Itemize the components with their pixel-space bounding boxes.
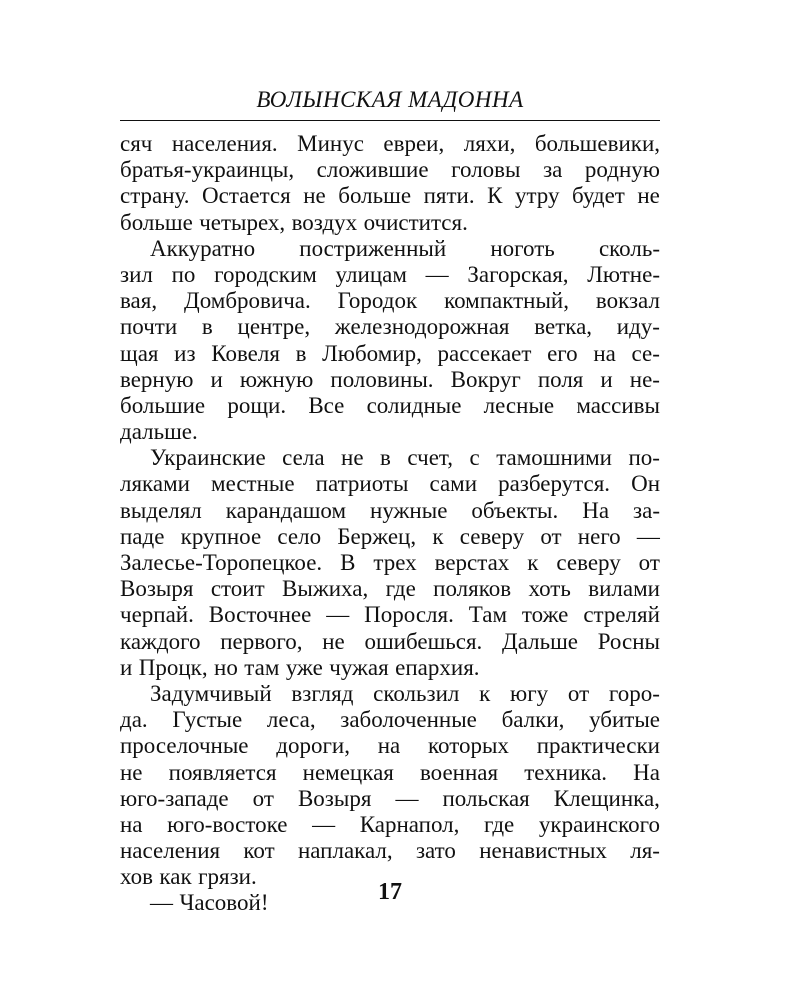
- text-line: дальше.: [120, 419, 198, 445]
- text-line: ляками местные патриоты сами разберутся. Он: [120, 471, 660, 497]
- text-line: сяч населения. Минус евреи, ляхи, большевики,: [120, 131, 660, 156]
- text-line: каждого первого, не ошибешься. Дальше Росны: [120, 628, 660, 654]
- text-line: да. Густые леса, заболоченные балки, убитые: [120, 707, 660, 733]
- paragraph-indent: [120, 681, 150, 707]
- text-line: Аккуратно постриженный ноготь сколь-: [120, 236, 660, 262]
- paragraph-indent: [120, 236, 150, 262]
- text-line: Возыря стоит Выжиха, где поляков хоть вилами: [120, 576, 660, 602]
- text-line: паде крупное село Бержец, к северу от него —: [120, 523, 660, 549]
- text-line: проселочные дороги, на которых практически: [120, 733, 660, 759]
- text-line: выделял карандашом нужные объекты. На за-: [120, 497, 660, 523]
- text-line: не появляется немецкая военная техника. На: [120, 759, 660, 785]
- text-line: почти в центре, железнодорожная ветка, иду-: [120, 314, 660, 340]
- header-rule: [120, 120, 660, 121]
- text-line: щая из Ковеля в Любомир, рассекает его на се-: [120, 340, 660, 366]
- text-line: больше четырех, воздух очистится.: [120, 209, 468, 235]
- running-header: ВОЛЫНСКАЯ МАДОННА: [256, 87, 524, 112]
- text-line: и Процк, но там уже чужая епархия.: [120, 654, 480, 680]
- text-line: Украинские села не в счет, с тамошними по-: [120, 445, 660, 471]
- text-line: вая, Домбровича. Городок компактный, вокзал: [120, 288, 660, 314]
- text-line: черпай. Восточнее — Поросля. Там тоже стреляй: [120, 602, 660, 628]
- text-line: юго-западе от Возыря — польская Клещинка,: [120, 785, 660, 811]
- text-line: зил по городским улицам — Загорская, Лютне-: [120, 261, 660, 287]
- body-text: [120, 131, 660, 917]
- text-line: большие рощи. Все солидные лесные массивы: [120, 392, 660, 418]
- text-line: хов как грязи.: [120, 864, 257, 890]
- text-line: Залесье-Торопецкое. В трех верстах к северу от: [120, 550, 660, 575]
- text-line: Задумчивый взгляд скользил к югу от горо-: [120, 681, 660, 707]
- page-number: 17: [378, 879, 402, 905]
- text-line: страну. Остается не больше пяти. К утру будет не: [120, 183, 660, 209]
- text-line: братья-украинцы, сложившие головы за родную: [120, 157, 660, 183]
- text-line: — Часовой!: [120, 890, 660, 916]
- text-line: на юго-востоке — Карнапол, где украинского: [120, 811, 660, 837]
- text-line: населения кот наплакал, зато ненавистных ля-: [120, 838, 660, 864]
- text-line: верную и южную половины. Вокруг поля и не-: [120, 366, 660, 392]
- paragraph-indent: [120, 445, 150, 471]
